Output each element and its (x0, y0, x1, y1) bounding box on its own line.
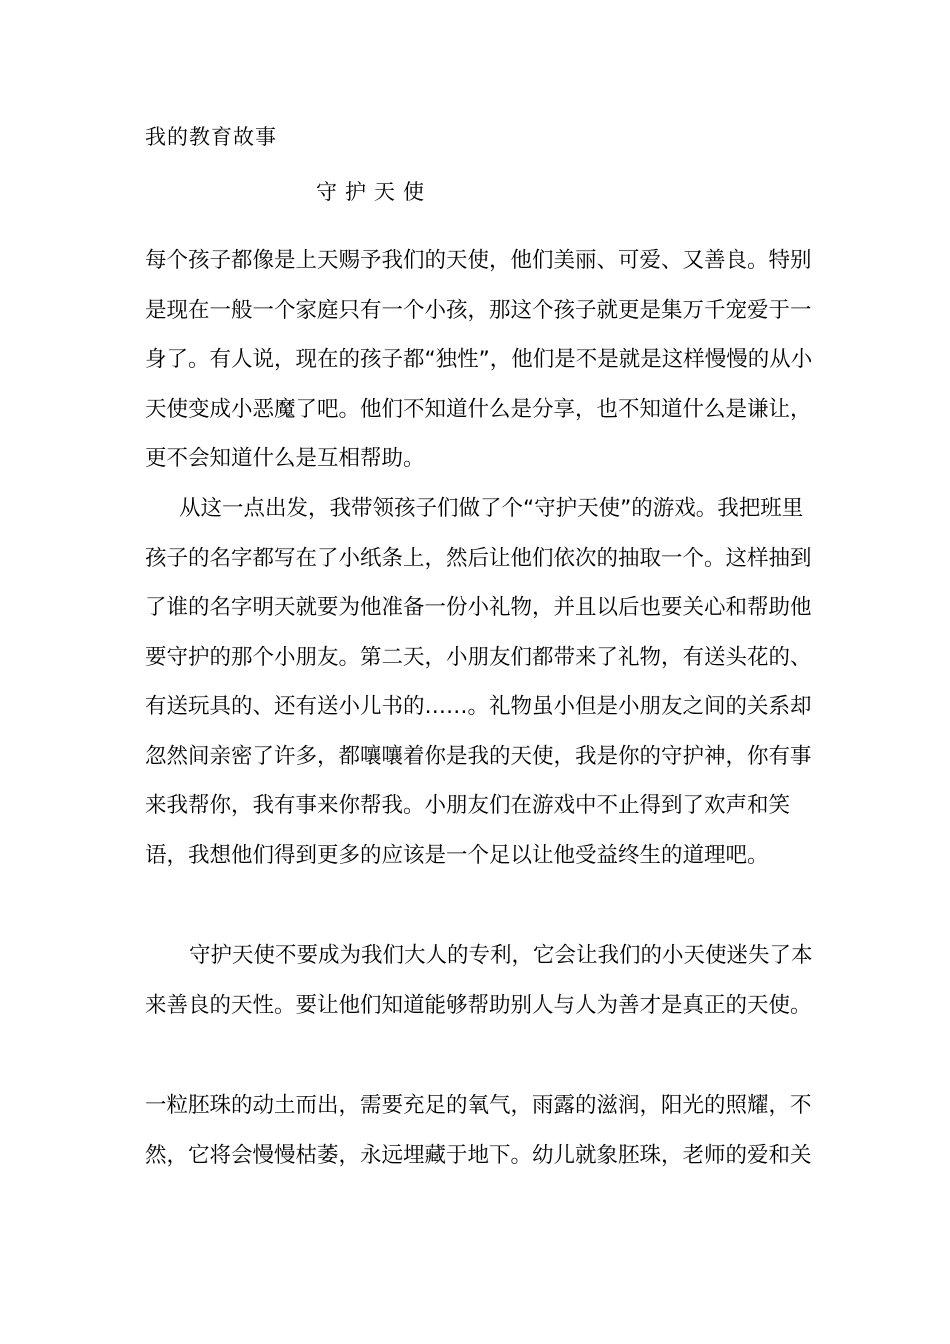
paragraph-reflection: 守护天使不要成为我们大人的专利，它会让我们的小天使迷失了本来善良的天性。要让他们知道能够帮助别人与人为善才是真正的天使。 (145, 943, 813, 1018)
document-title: 守护天使 (316, 180, 432, 204)
paragraph-game: 从这一点出发，我带领孩子们做了个“守护天使”的游戏。我把班里孩子的名字都写在了小纸条上，然后让他们依次的抽取一个。这样抽到了谁的名字明天就要为他准备一份小礼物，并且以后也要关心和帮助他要守护的那个小朋友。第二天，小朋友们都带来了礼物，有送头花的、有送玩具的、还有送小儿书的……。礼物虽小但是小朋友之间的关系却忽然间亲密了许多，都嚷嚷着你是我的天使，我是你的守护神，你有事来我帮你，我有事来你帮我。小朋友们在游戏中不止得到了欢声和笑语，我想他们得到更多的应该是一个足以让他受益终生的道理吧。 (145, 496, 812, 868)
paragraph-intro: 每个孩子都像是上天赐予我们的天使，他们美丽、可爱、又善良。特别是现在一般一个家庭只有一个小孩，那这个孩子就更是集万千宠爱于一身了。有人说，现在的孩子都“独性”，他们是不是就是这样慢慢的从小天使变成小恶魔了吧。他们不知道什么是分享，也不知道什么是谦让，更不会知道什么是互相帮助。 (145, 248, 813, 471)
document-label: 我的教育故事 (145, 125, 277, 149)
paragraph-seed-metaphor: 一粒胚珠的动土而出，需要充足的氧气，雨露的滋润，阳光的照耀，不然，它将会慢慢枯萎，永远埋藏于地下。幼儿就象胚珠，老师的爱和关 (145, 1093, 812, 1168)
